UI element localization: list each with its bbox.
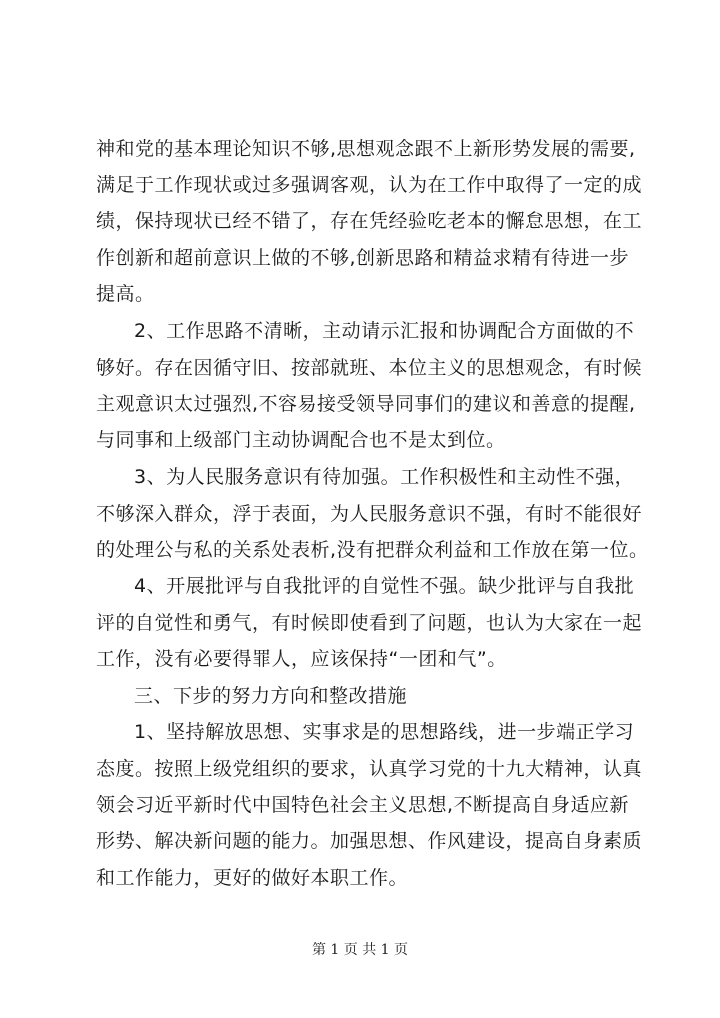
paragraph-line: 工作，没有必要得罪人，应该保持“一团和气”。 bbox=[96, 648, 507, 670]
paragraph-line: 3、为人民服务意识有待加强。工作积极性和主动性不强， bbox=[134, 466, 635, 488]
paragraph-line: 4、开展批评与自我批评的自觉性不强。缺少批评与自我批 bbox=[134, 575, 635, 597]
paragraph-line: 态度。按照上级党组织的要求，认真学习党的十九大精神，认真 bbox=[96, 758, 643, 780]
paragraph-line: 形势、解决新问题的能力。加强思想、作风建设，提高自身素质 bbox=[96, 830, 643, 852]
paragraph-line: 和工作能力，更好的做好本职工作。 bbox=[96, 867, 409, 889]
section-heading: 三、下步的努力方向和整改措施 bbox=[134, 685, 408, 707]
paragraph-line: 评的自觉性和勇气，有时候即使看到了问题，也认为大家在一起 bbox=[96, 612, 643, 634]
paragraph-line: 神和党的基本理论知识不够,思想观念跟不上新形势发展的需要, bbox=[96, 138, 636, 160]
paragraph-line: 2、工作思路不清晰，主动请示汇报和协调配合方面做的不 bbox=[134, 320, 635, 342]
paragraph-line: 主观意识太过强烈,不容易接受领导同事们的建议和善意的提醒, bbox=[96, 393, 636, 415]
paragraph-line: 够好。存在因循守旧、按部就班、本位主义的思想观念，有时候 bbox=[96, 357, 643, 379]
paragraph-line: 1、坚持解放思想、实事求是的思想路线，进一步端正学习 bbox=[134, 721, 635, 743]
paragraph-line: 不够深入群众，浮于表面，为人民服务意识不强，有时不能很好 bbox=[96, 503, 643, 525]
paragraph-line: 满足于工作现状或过多强调客观，认为在工作中取得了一定的成 bbox=[96, 174, 643, 196]
paragraph-line: 作创新和超前意识上做的不够,创新思路和精益求精有待进一步 bbox=[96, 247, 630, 269]
paragraph-line: 的处理公与私的关系处表析,没有把群众利益和工作放在第一位。 bbox=[96, 539, 649, 561]
paragraph-line: 领会习近平新时代中国特色社会主义思想,不断提高自身适应新 bbox=[96, 794, 630, 816]
page-number-footer: 第 1 页 共 1 页 bbox=[311, 942, 409, 958]
paragraph-line: 提高。 bbox=[96, 283, 155, 305]
paragraph-line: 与同事和上级部门主动协调配合也不是太到位。 bbox=[96, 429, 506, 451]
paragraph-line: 绩，保持现状已经不错了，存在凭经验吃老本的懈怠思想，在工 bbox=[96, 210, 643, 232]
